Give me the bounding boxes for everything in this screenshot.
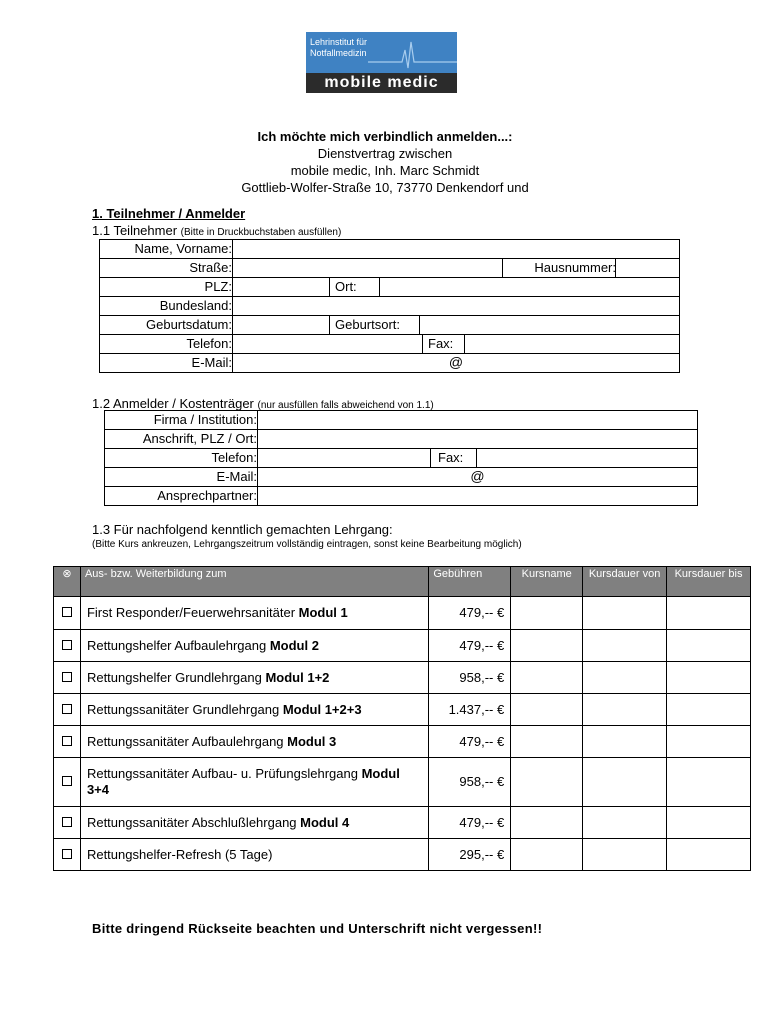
course-price: 295,-- € bbox=[429, 839, 511, 871]
table-row bbox=[54, 807, 751, 839]
course-module: Modul 3 bbox=[287, 733, 337, 749]
course-from-field[interactable] bbox=[583, 726, 667, 758]
course-name-cell bbox=[80, 662, 428, 694]
course-to-field[interactable] bbox=[667, 807, 751, 839]
course-name-cell bbox=[80, 597, 428, 630]
contact-label: Ansprechpartner: bbox=[157, 488, 257, 503]
course-name-cell bbox=[80, 694, 428, 726]
course-module: Modul 1 bbox=[298, 605, 348, 620]
course-coursename-field[interactable] bbox=[511, 630, 583, 662]
table-row bbox=[54, 726, 751, 758]
course-coursename-field[interactable] bbox=[511, 694, 583, 726]
from-column-header: Kursdauer von bbox=[583, 567, 667, 597]
course-coursename-field[interactable] bbox=[511, 758, 583, 807]
footer-note: Bitte dringend Rückseite beachten und Unterschrift nicht vergessen!! bbox=[92, 921, 543, 936]
course-name-cell bbox=[80, 758, 428, 807]
heading-line2: Dienstvertrag zwischen bbox=[317, 146, 453, 161]
email-label: E-Mail: bbox=[191, 355, 232, 370]
course-checkbox[interactable] bbox=[62, 704, 72, 714]
course-name-cell bbox=[80, 807, 428, 839]
check-column-header: ⊗ bbox=[54, 567, 81, 597]
course-from-field[interactable] bbox=[583, 630, 667, 662]
state-field[interactable] bbox=[232, 297, 679, 315]
course-module: Modul 2 bbox=[269, 637, 319, 653]
course-checkbox[interactable] bbox=[62, 776, 72, 786]
course-name: Rettungssanitäter Grundlehrgang bbox=[86, 701, 283, 717]
payer-email-field[interactable] bbox=[257, 468, 697, 486]
course-name: Rettungssanitäter Aufbau- u. Prüfungslehrgang bbox=[86, 766, 362, 781]
course-name: Rettungssanitäter Aufbaulehrgang bbox=[86, 733, 288, 749]
course-from-field[interactable] bbox=[583, 694, 667, 726]
table-row bbox=[54, 694, 751, 726]
course-to-field[interactable] bbox=[667, 694, 751, 726]
zip-field[interactable] bbox=[232, 278, 329, 296]
payer-form bbox=[104, 410, 698, 506]
course-name: First Responder/Feuerwehrsanitäter bbox=[86, 605, 299, 620]
phone-field[interactable] bbox=[232, 335, 422, 353]
course-checkbox-cell bbox=[54, 662, 81, 694]
course-checkbox-cell bbox=[54, 630, 81, 662]
course-checkbox-cell bbox=[54, 758, 81, 807]
course-checkbox[interactable] bbox=[62, 849, 72, 859]
heading-line3: mobile medic, Inh. Marc Schmidt bbox=[290, 163, 480, 178]
birthplace-label: Geburtsort: bbox=[335, 317, 401, 332]
payer-fax-label: Fax: bbox=[438, 450, 464, 465]
course-coursename-field[interactable] bbox=[511, 839, 583, 871]
section1-title: 1. Teilnehmer / Anmelder bbox=[92, 206, 246, 221]
course-checkbox-cell bbox=[54, 807, 81, 839]
to-column-header: Kursdauer bis bbox=[667, 567, 751, 597]
payer-phone-label: Telefon: bbox=[211, 450, 257, 465]
logo-line1: Lehrinstitut für bbox=[310, 37, 368, 47]
course-to-field[interactable] bbox=[667, 839, 751, 871]
course-to-field[interactable] bbox=[667, 662, 751, 694]
section1-subnote: (Bitte in Druckbuchstaben ausfüllen) bbox=[180, 227, 342, 238]
section1-subtitle: 1.1 Teilnehmer (Bitte in Druckbuchstaben ausfüllen) bbox=[92, 223, 342, 238]
payer-fax-field[interactable] bbox=[476, 449, 697, 467]
logo-line2: Notfallmedizin bbox=[310, 48, 367, 58]
coursename-column-header: Kursname bbox=[511, 567, 583, 597]
course-name-cell bbox=[80, 630, 428, 662]
city-label: Ort: bbox=[335, 279, 357, 294]
fax-label: Fax: bbox=[428, 336, 454, 351]
birthdate-field[interactable] bbox=[232, 316, 329, 334]
name-field[interactable] bbox=[232, 240, 679, 258]
course-to-field[interactable] bbox=[667, 758, 751, 807]
table-row bbox=[54, 662, 751, 694]
payer-phone-field[interactable] bbox=[257, 449, 430, 467]
course-name: Rettungshelfer-Refresh (5 Tage) bbox=[86, 846, 273, 862]
course-checkbox[interactable] bbox=[62, 736, 72, 746]
street-label: Straße: bbox=[189, 260, 232, 275]
course-price: 479,-- € bbox=[429, 807, 511, 839]
course-module: Modul 1+2+3 bbox=[282, 701, 362, 717]
at-sign: @ bbox=[448, 354, 464, 370]
course-price: 958,-- € bbox=[429, 662, 511, 694]
table-row bbox=[54, 758, 751, 807]
heading-line4: Gottlieb-Wolfer-Straße 10, 73770 Denkendorf und bbox=[241, 180, 529, 195]
course-checkbox[interactable] bbox=[62, 672, 72, 682]
street-field[interactable] bbox=[232, 259, 502, 277]
address-field[interactable] bbox=[257, 430, 697, 448]
course-from-field[interactable] bbox=[583, 758, 667, 807]
fee-column-header: Gebühren bbox=[429, 567, 511, 597]
course-price: 479,-- € bbox=[429, 597, 511, 630]
table-row bbox=[54, 597, 751, 630]
course-price: 479,-- € bbox=[429, 726, 511, 758]
state-label: Bundesland: bbox=[159, 298, 232, 313]
course-name: Rettungshelfer Aufbaulehrgang bbox=[86, 637, 270, 653]
course-checkbox-cell bbox=[54, 694, 81, 726]
course-checkbox-cell bbox=[54, 726, 81, 758]
housenumber-label: Hausnummer: bbox=[534, 260, 616, 275]
course-from-field[interactable] bbox=[583, 597, 667, 630]
payer-at-sign: @ bbox=[470, 468, 485, 484]
course-coursename-field[interactable] bbox=[511, 807, 583, 839]
course-module: Modul 3+4 bbox=[86, 766, 400, 797]
section3-title: 1.3 Für nachfolgend kenntlich gemachten Lehrgang: bbox=[92, 522, 393, 537]
course-coursename-field[interactable] bbox=[511, 662, 583, 694]
logo bbox=[306, 32, 457, 93]
page-title: Ich möchte mich verbindlich anmelden...: bbox=[257, 129, 513, 144]
course-checkbox-cell bbox=[54, 839, 81, 871]
course-coursename-field[interactable] bbox=[511, 726, 583, 758]
course-to-field[interactable] bbox=[667, 597, 751, 630]
course-checkbox[interactable] bbox=[62, 607, 72, 617]
course-to-field[interactable] bbox=[667, 630, 751, 662]
table-row bbox=[54, 839, 751, 871]
logo-brand: mobile medic bbox=[306, 73, 457, 93]
course-column-header: Aus- bzw. Weiterbildung zum bbox=[80, 567, 428, 597]
phone-label: Telefon: bbox=[186, 336, 232, 351]
section3-note: (Bitte Kurs ankreuzen, Lehrgangszeitrum vollständig eintragen, sonst keine Bearbeitung möglich) bbox=[92, 539, 522, 550]
course-module: Modul 1+2 bbox=[265, 669, 330, 685]
section2-note: (nur ausfüllen falls abweichend von 1.1) bbox=[257, 400, 434, 411]
course-checkbox[interactable] bbox=[62, 817, 72, 827]
course-module: Modul 4 bbox=[300, 814, 350, 830]
course-checkbox[interactable] bbox=[62, 640, 72, 650]
company-field[interactable] bbox=[257, 411, 697, 429]
course-name-cell bbox=[80, 839, 428, 871]
participant-form bbox=[99, 239, 680, 373]
course-coursename-field[interactable] bbox=[511, 597, 583, 630]
course-from-field[interactable] bbox=[583, 807, 667, 839]
course-name: Rettungshelfer Grundlehrgang bbox=[86, 669, 266, 685]
course-from-field[interactable] bbox=[583, 662, 667, 694]
city-field[interactable] bbox=[379, 278, 679, 296]
courses-table bbox=[53, 566, 751, 871]
contact-field[interactable] bbox=[257, 487, 697, 505]
company-label: Firma / Institution: bbox=[153, 412, 257, 427]
course-price: 479,-- € bbox=[429, 630, 511, 662]
zip-label: PLZ: bbox=[204, 279, 232, 294]
table-row bbox=[54, 630, 751, 662]
email-field[interactable] bbox=[232, 354, 679, 372]
address-label: Anschrift, PLZ / Ort: bbox=[142, 431, 257, 446]
course-from-field[interactable] bbox=[583, 839, 667, 871]
birthplace-field[interactable] bbox=[419, 316, 679, 334]
course-name: Rettungssanitäter Abschlußlehrgang bbox=[86, 814, 301, 830]
course-price: 958,-- € bbox=[429, 758, 511, 807]
birthdate-label: Geburtsdatum: bbox=[146, 317, 232, 332]
housenumber-field[interactable] bbox=[615, 259, 679, 277]
name-label: Name, Vorname: bbox=[134, 241, 232, 256]
fax-field[interactable] bbox=[464, 335, 679, 353]
section2-title: 1.2 Anmelder / Kostenträger (nur ausfüllen falls abweichend von 1.1) bbox=[92, 396, 434, 411]
course-name-cell bbox=[80, 726, 428, 758]
course-to-field[interactable] bbox=[667, 726, 751, 758]
payer-email-label: E-Mail: bbox=[216, 469, 257, 484]
course-checkbox-cell bbox=[54, 597, 81, 630]
course-price: 1.437,-- € bbox=[429, 694, 511, 726]
